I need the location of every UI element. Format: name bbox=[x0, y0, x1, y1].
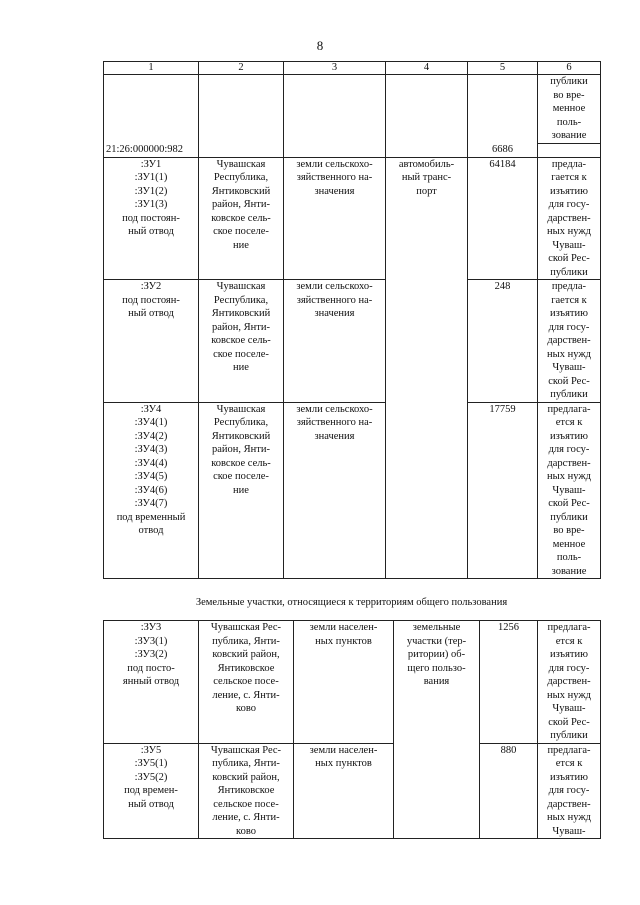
table-cell: :ЗУ5 :ЗУ5(1) :ЗУ5(2) под времен- ный отвод bbox=[104, 743, 199, 839]
table-cell: земли населен- ных пунктов bbox=[294, 621, 394, 744]
table-cell: Чувашская Рес- публика, Янти- ковский район, Янтиковское сельское посе- ление, с. Янти- ково bbox=[199, 743, 294, 839]
table-cell: Чувашская Рес- публика, Янти- ковский район, Янтиковское сельское посе- ление, с. Янти- ково bbox=[199, 621, 294, 744]
column-header: 3 bbox=[284, 62, 386, 75]
land-plots-table bbox=[103, 61, 601, 579]
section-title: Земельные участки, относящиеся к территориям общего пользования bbox=[195, 597, 508, 608]
table-cell: Чувашская Республика, Янтиковский район, Янти- ковское сель- ское поселе- ние bbox=[199, 402, 284, 579]
table-cell: Чувашская Республика, Янтиковский район, Янти- ковское сель- ское поселе- ние bbox=[199, 157, 284, 280]
table-cell: 248 bbox=[468, 280, 538, 403]
table-cell: Чувашская Республика, Янтиковский район, Янти- ковское сель- ское поселе- ние bbox=[199, 280, 284, 403]
table-cell: предла- гается к изъятию для госу- дарствен- ных нужд Чуваш- ской Рес- публики bbox=[538, 157, 601, 280]
table-cell: 880 bbox=[480, 743, 538, 839]
table-cell: публики во вре- менное поль- зование bbox=[538, 75, 601, 144]
table-row bbox=[104, 157, 601, 280]
table-row bbox=[104, 280, 601, 403]
cadastral-number: 21:26:000000:982 bbox=[104, 143, 199, 157]
table-row bbox=[104, 743, 601, 839]
column-header: 4 bbox=[386, 62, 468, 75]
table-cell: :ЗУ2 под постоян- ный отвод bbox=[104, 280, 199, 403]
table-row bbox=[104, 75, 601, 144]
public-land-plots-table bbox=[103, 620, 601, 839]
column-header: 2 bbox=[199, 62, 284, 75]
table-cell: предлага- ется к изъятию для госу- дарствен- ных нужд Чуваш- bbox=[538, 743, 601, 839]
table-cell: земли сельскохо- зяйственного на- значения bbox=[284, 157, 386, 280]
table-row bbox=[104, 402, 601, 579]
table-cell: предла- гается к изъятию для госу- дарствен- ных нужд Чуваш- ской Рес- публики bbox=[538, 280, 601, 403]
table-cell: земельные участки (тер- ритории) об- щего пользо- вания bbox=[394, 621, 480, 839]
column-header: 5 bbox=[468, 62, 538, 75]
table-cell: земли сельскохо- зяйственного на- значения bbox=[284, 280, 386, 403]
table-cell: земли населен- ных пунктов bbox=[294, 743, 394, 839]
page-number: 8 bbox=[316, 38, 324, 53]
table-cell: :ЗУ4 :ЗУ4(1) :ЗУ4(2) :ЗУ4(3) :ЗУ4(4) :ЗУ4(5) :ЗУ4(6) :ЗУ4(7) под временный отвод bbox=[104, 402, 199, 579]
table-cell: :ЗУ3 :ЗУ3(1) :ЗУ3(2) под посто- янный отвод bbox=[104, 621, 199, 744]
table-cell: 64184 bbox=[468, 157, 538, 280]
table-cell: автомобиль- ный транс- порт bbox=[386, 157, 468, 579]
table-cell: предлага- ется к изъятию для госу- дарствен- ных нужд Чуваш- ской Рес- публики bbox=[538, 621, 601, 744]
column-header: 1 bbox=[104, 62, 199, 75]
table-cell: :ЗУ1 :ЗУ1(1) :ЗУ1(2) :ЗУ1(3) под постоян- ный отвод bbox=[104, 157, 199, 280]
column-header: 6 bbox=[538, 62, 601, 75]
table-cell: предлага- ется к изъятию для госу- дарствен- ных нужд Чуваш- ской Рес- публики во вре- менное поль- зование bbox=[538, 402, 601, 579]
table-row bbox=[104, 621, 601, 744]
area-value: 6686 bbox=[468, 143, 538, 157]
table-cell: 1256 bbox=[480, 621, 538, 744]
column-header-row bbox=[104, 62, 601, 75]
table-cell: земли сельскохо- зяйственного на- значения bbox=[284, 402, 386, 579]
table-cell: 17759 bbox=[468, 402, 538, 579]
